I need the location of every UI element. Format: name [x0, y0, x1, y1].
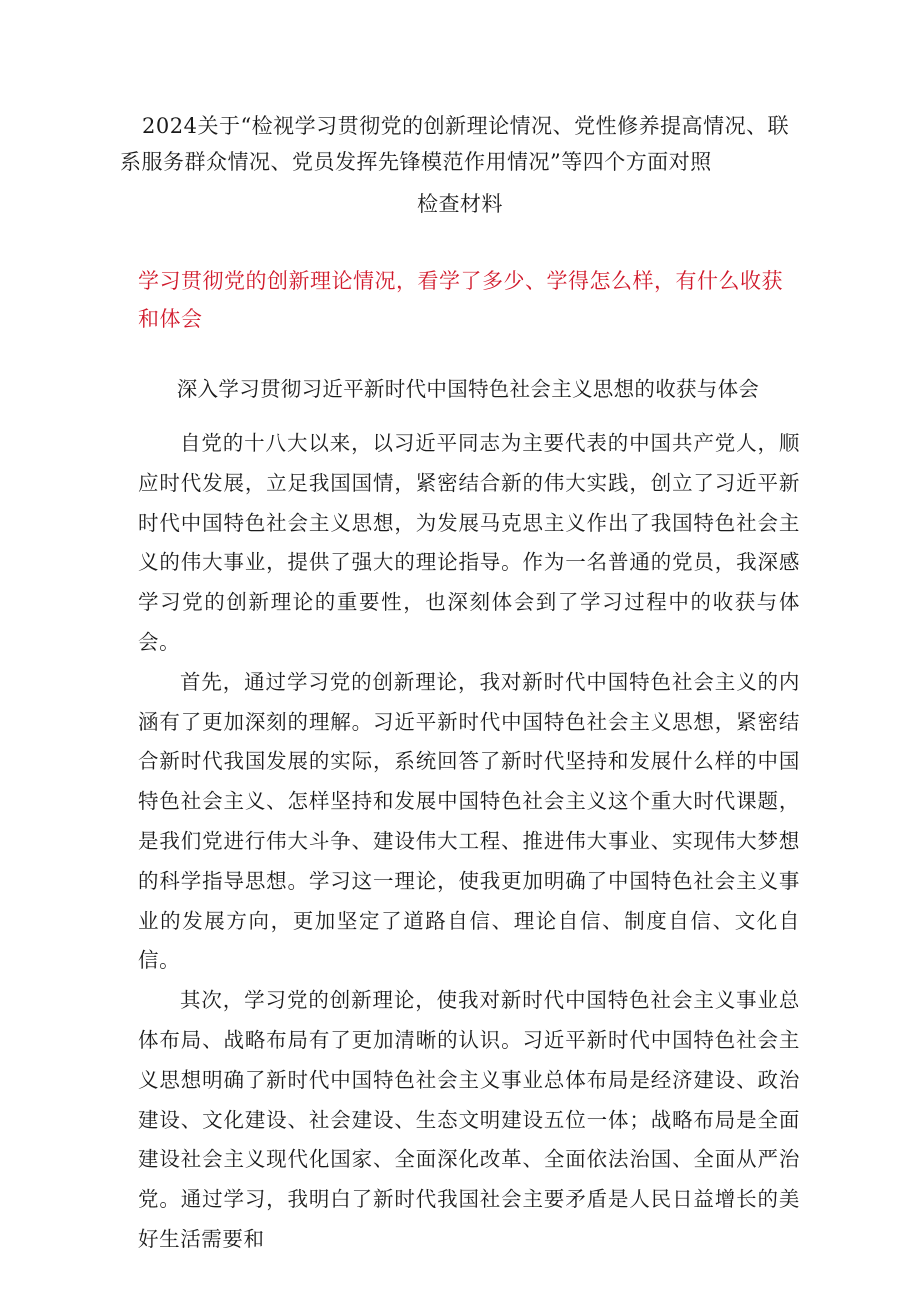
document-title-main: 2024关于“检视学习贯彻党的创新理论情况、党性修养提高情况、联系服务群众情况、党员发挥先锋模范作用情况”等四个方面对照: [120, 114, 790, 174]
section-heading: 学习贯彻党的创新理论情况，看学了多少、学得怎么样，有什么收获和体会: [138, 269, 783, 331]
body-paragraph: 首先，通过学习党的创新理论，我对新时代中国特色社会主义的内涵有了更加深刻的理解。习近平新时代中国特色社会主义思想，紧密结合新时代我国发展的实际，系统回答了新时代坚持和发展什么样的中国特色社会主义、怎样坚持和发展中国特色社会主义这个重大时代课题，是我们党进行伟大斗争、建设伟大工程、推进伟大事业、实现伟大梦想的科学指导思想。学习这一理论，使我更加明确了中国特色社会主义事业的发展方向，更加坚定了道路自信、理论自信、制度自信、文化自信。: [138, 669, 800, 973]
article-body: [138, 424, 800, 1260]
article-subheading: 深入学习贯彻习近平新时代中国特色社会主义思想的收获与体会: [176, 377, 760, 401]
document-title: [120, 108, 800, 222]
document-title-tail: 检查材料: [417, 192, 503, 216]
body-paragraph: 其次，学习党的创新理论，使我对新时代中国特色社会主义事业总体布局、战略布局有了更加清晰的认识。习近平新时代中国特色社会主义思想明确了新时代中国特色社会主义事业总体布局是经济建设、政治建设、文化建设、社会建设、生态文明建设五位一体；战略布局是全面建设社会主义现代化国家、全面深化改革、全面依法治国、全面从严治党。通过学习，我明白了新时代我国社会主要矛盾是人民日益增长的美好生活需要和: [138, 988, 800, 1251]
body-paragraph: 自党的十八大以来，以习近平同志为主要代表的中国共产党人，顺应时代发展，立足我国国情，紧密结合新的伟大实践，创立了习近平新时代中国特色社会主义思想，为发展马克思主义作出了我国特色社会主义的伟大事业，提供了强大的理论指导。作为一名普通的党员，我深感学习党的创新理论的重要性，也深刻体会到了学习过程中的收获与体会。: [138, 431, 800, 654]
